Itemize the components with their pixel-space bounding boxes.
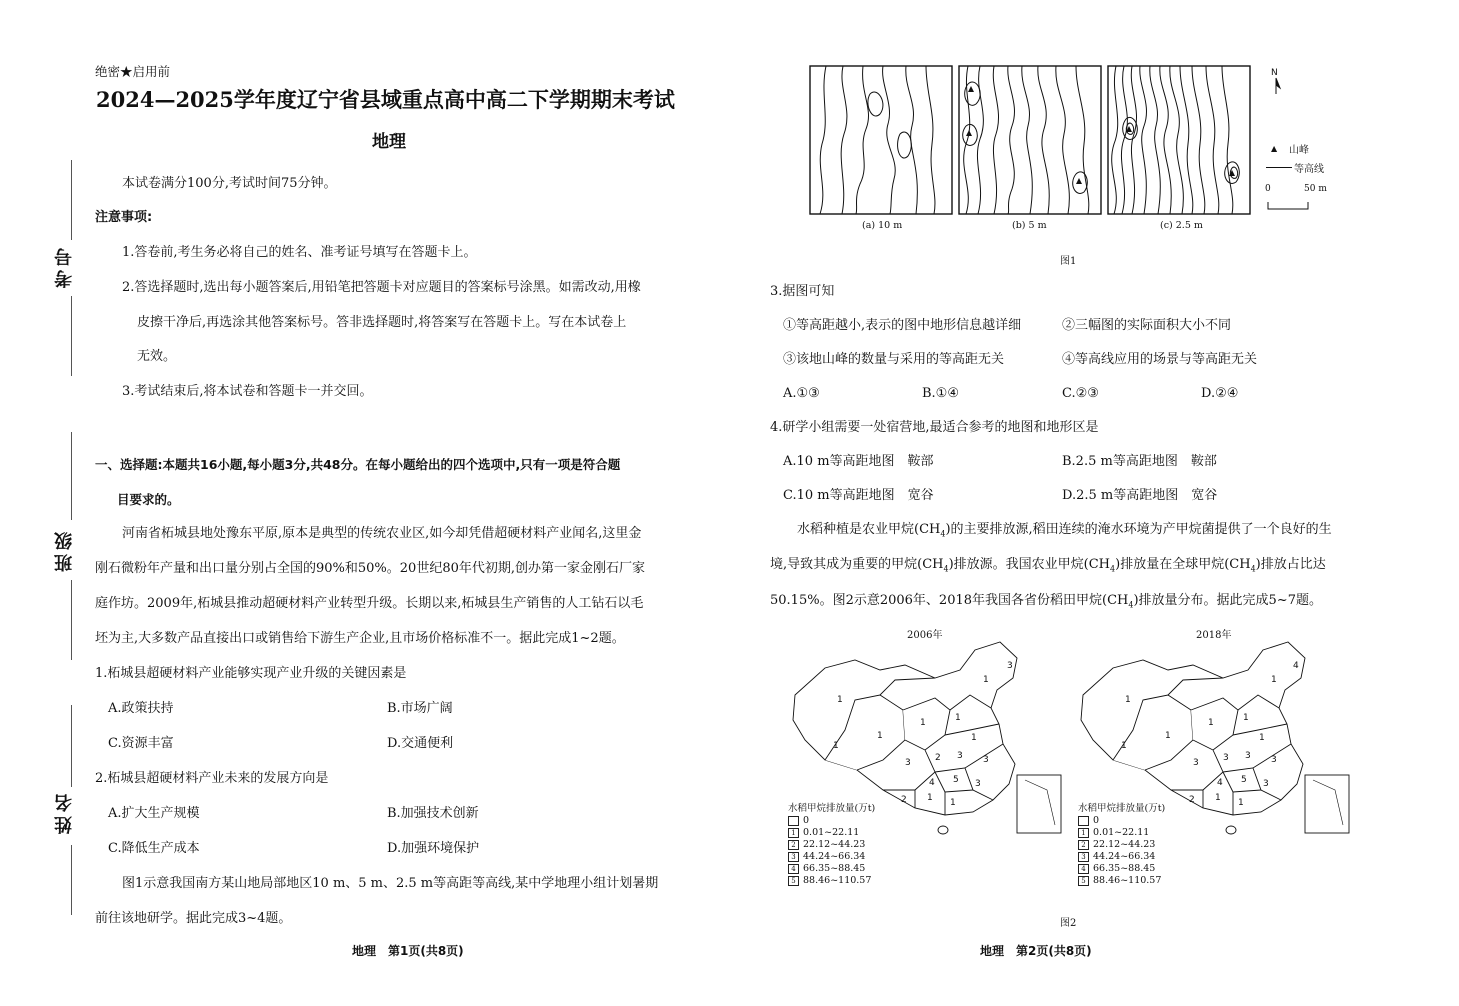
legend-row: 4 66.35~88.45 [1078, 863, 1165, 875]
map-year-2006: 2006年 [907, 630, 943, 641]
fig1-caption-c: (c) 2.5 m [1160, 220, 1203, 231]
q2-option-d: D.加强环境保护 [387, 841, 480, 856]
legend-2018 [1078, 803, 1165, 887]
svg-text:4: 4 [1293, 661, 1299, 671]
q4-option-c: C.10 m等高距地图 宽谷 [783, 488, 934, 503]
legend-swatch: 2 [1078, 840, 1089, 850]
legend-row: 0 [1078, 815, 1165, 827]
legend-swatch [1078, 816, 1089, 826]
legend-swatch [788, 816, 799, 826]
passage-line: 河南省柘城县地处豫东平原,原本是典型的传统农业区,如今却凭借超硬材料产业闻名,这里金 [122, 526, 642, 541]
passage-line: 坯为主,大多数产品直接出口或销售给下游生产企业,且市场价格标准不一。据此完成1~2题。 [95, 631, 625, 646]
q3-statement-3: ③该地山峰的数量与采用的等高距无关 [783, 352, 1005, 367]
binding-line [71, 432, 72, 520]
svg-text:1: 1 [837, 695, 843, 705]
q1-option-b: B.市场广阔 [387, 701, 453, 716]
passage-line: 庭作坊。2009年,柘城县推动超硬材料产业转型升级。长期以来,柘城县生产销售的人工钻石以毛 [95, 596, 644, 611]
svg-text:1: 1 [1121, 741, 1127, 751]
binding-line [71, 845, 72, 915]
q4-option-b: B.2.5 m等高距地图 鞍部 [1062, 454, 1217, 469]
figure-1-contour-maps [808, 64, 1348, 234]
legend-title: 水稻甲烷排放量(万t) [788, 803, 876, 814]
legend-title: 水稻甲烷排放量(万t) [1078, 803, 1166, 814]
svg-text:5: 5 [1241, 775, 1247, 785]
binding-line [71, 705, 72, 787]
legend-row: 1 0.01~22.11 [1078, 827, 1165, 839]
exam-title: 2024—2025学年度辽宁省县域重点高中高二下学期期末考试 [96, 87, 675, 112]
legend-row: 2 22.12~44.23 [788, 839, 875, 851]
svg-text:4: 4 [929, 778, 935, 788]
svg-text:3: 3 [1007, 661, 1013, 671]
fig1-caption-a: (a) 10 m [862, 220, 903, 231]
passage-line: 前往该地研学。据此完成3~4题。 [95, 911, 292, 926]
scale-fifty: 50 m [1304, 184, 1327, 194]
scale-zero: 0 [1265, 184, 1271, 194]
q3-option-a: A.①③ [783, 386, 820, 401]
svg-text:2: 2 [935, 753, 941, 763]
q1-option-c: C.资源丰富 [108, 736, 174, 751]
legend-row: 3 44.24~66.34 [1078, 851, 1165, 863]
confidential-mark: 绝密★启用前 [95, 64, 171, 79]
notice-2-cont: 皮擦干净后,再选涂其他答案标号。答非选择题时,将答案写在答题卡上。写在本试卷上 [137, 315, 627, 330]
legend-row: 0 [788, 815, 875, 827]
svg-text:1: 1 [1125, 695, 1131, 705]
svg-text:3: 3 [983, 755, 989, 765]
notice-2: 2.答选择题时,选出每小题答案后,用铅笔把答题卡对应题目的答案标号涂黑。如需改动,用橡 [122, 280, 641, 295]
q3-statement-2: ②三幅图的实际面积大小不同 [1062, 318, 1232, 333]
name-label: 姓名 [54, 790, 75, 834]
question-2: 2.柘城县超硬材料产业未来的发展方向是 [95, 771, 329, 786]
svg-text:3: 3 [905, 758, 911, 768]
legend-row: 3 44.24~66.34 [788, 851, 875, 863]
q3-option-c: C.②③ [1062, 386, 1099, 401]
q3-option-b: B.①④ [922, 386, 959, 401]
contour-legend-label: 等高线 [1294, 164, 1324, 175]
question-1: 1.柘城县超硬材料产业能够实现产业升级的关键因素是 [95, 666, 407, 681]
fig1-caption-b: (b) 5 m [1012, 220, 1047, 231]
q4-option-a: A.10 m等高距地图 鞍部 [783, 454, 934, 469]
svg-text:3: 3 [1245, 751, 1251, 761]
svg-text:1: 1 [833, 741, 839, 751]
q2-option-c: C.降低生产成本 [108, 841, 200, 856]
q2-option-b: B.加强技术创新 [387, 806, 479, 821]
page-footer-left: 地理 第1页(共8页) [352, 944, 464, 958]
question-3: 3.据图可知 [770, 284, 835, 299]
legend-row: 5 88.46~110.57 [1078, 875, 1165, 887]
q2-option-a: A.扩大生产规模 [108, 806, 200, 821]
svg-text:2: 2 [901, 795, 907, 805]
q3-option-d: D.②④ [1201, 386, 1239, 401]
svg-text:1: 1 [1165, 731, 1171, 741]
svg-text:1: 1 [1259, 733, 1265, 743]
contour-legend-icon [1266, 167, 1292, 168]
notice-3: 3.考试结束后,将本试卷和答题卡一并交回。 [122, 384, 373, 399]
page-footer-right: 地理 第2页(共8页) [980, 944, 1092, 958]
q3-statement-1: ①等高距越小,表示的图中地形信息越详细 [783, 318, 1022, 333]
passage-line: 水稻种植是农业甲烷$(CH_4)$的主要排放源,稻田连续的淹水环境为产甲烷菌提供了一个良好的生 [797, 522, 1332, 539]
svg-text:1: 1 [920, 718, 926, 728]
legend-swatch: 1 [1078, 828, 1089, 838]
svg-text:1: 1 [1238, 798, 1244, 808]
legend-swatch: 2 [788, 840, 799, 850]
svg-text:3: 3 [1223, 753, 1229, 763]
binding-line [71, 160, 72, 240]
legend-row: 4 66.35~88.45 [788, 863, 875, 875]
section-1-heading: 一、选择题:本题共16小题,每小题3分,共48分。在每小题给出的四个选项中,只有一项是符合题 [95, 457, 621, 472]
svg-text:1: 1 [950, 798, 956, 808]
map-year-2018: 2018年 [1196, 630, 1232, 641]
legend-swatch: 4 [788, 864, 799, 874]
svg-text:1: 1 [877, 731, 883, 741]
binding-line [71, 580, 72, 660]
peak-legend-icon: ▲ [1271, 144, 1278, 153]
q1-option-a: A.政策扶持 [108, 701, 174, 716]
svg-text:3: 3 [1271, 755, 1277, 765]
svg-text:3: 3 [957, 751, 963, 761]
binding-line [71, 296, 72, 376]
svg-text:1: 1 [971, 733, 977, 743]
passage-line: 50.15%。图2示意2006年、2018年我国各省份稻田甲烷$(CH_4)$排放量分布。据此完成5~7题。 [770, 593, 1322, 610]
legend-row: 5 88.46~110.57 [788, 875, 875, 887]
svg-text:1: 1 [1215, 793, 1221, 803]
notice-1: 1.答卷前,考生务必将自己的姓名、准考证号填写在答题卡上。 [122, 245, 477, 260]
svg-text:1: 1 [927, 793, 933, 803]
legend-swatch: 3 [788, 852, 799, 862]
svg-text:5: 5 [953, 775, 959, 785]
passage-line: 图1示意我国南方某山地局部地区10 m、5 m、2.5 m等高距等高线,某中学地理小组计划暑期 [122, 876, 659, 891]
legend-swatch: 4 [1078, 864, 1089, 874]
legend-swatch: 1 [788, 828, 799, 838]
svg-text:3: 3 [1263, 779, 1269, 789]
passage-line: 境,导致其成为重要的甲烷$(CH_4)$排放源。我国农业甲烷$(CH_4)$排放量在全球甲烷$(CH_4)$排放占比达 [770, 557, 1326, 574]
legend-2006 [788, 803, 875, 887]
svg-text:4: 4 [1217, 778, 1223, 788]
question-4: 4.研学小组需要一处宿营地,最适合参考的地图和地形区是 [770, 420, 1099, 435]
figure-2-label: 图2 [1060, 918, 1077, 929]
class-label: 班级 [54, 528, 75, 572]
section-1-heading-cont: 目要求的。 [117, 492, 180, 507]
svg-text:1: 1 [1208, 718, 1214, 728]
svg-text:1: 1 [983, 675, 989, 685]
north-label: N [1271, 68, 1278, 78]
figure-1-label: 图1 [1060, 256, 1077, 267]
notice-title: 注意事项: [95, 210, 153, 225]
legend-swatch: 5 [1078, 876, 1089, 886]
legend-row: 1 0.01~22.11 [788, 827, 875, 839]
q3-statement-4: ④等高线应用的场景与等高距无关 [1062, 352, 1258, 367]
legend-swatch: 5 [788, 876, 799, 886]
svg-text:1: 1 [955, 713, 961, 723]
legend-row: 2 22.12~44.23 [1078, 839, 1165, 851]
peak-legend-label: 山峰 [1289, 145, 1309, 156]
legend-swatch: 3 [1078, 852, 1089, 862]
svg-text:1: 1 [1271, 675, 1277, 685]
notice-2-end: 无效。 [137, 349, 177, 364]
q1-option-d: D.交通便利 [387, 736, 454, 751]
exam-no-label: 考号 [54, 244, 75, 288]
svg-text:1: 1 [1243, 713, 1249, 723]
subject-title: 地理 [372, 132, 406, 152]
svg-text:2: 2 [1189, 795, 1195, 805]
svg-text:3: 3 [975, 779, 981, 789]
intro-text: 本试卷满分100分,考试时间75分钟。 [122, 176, 337, 191]
svg-text:3: 3 [1193, 758, 1199, 768]
passage-line: 刚石微粉年产量和出口量分别占全国的90%和50%。20世纪80年代初期,创办第一家金刚石厂家 [95, 561, 646, 576]
q4-option-d: D.2.5 m等高距地图 宽谷 [1062, 488, 1218, 503]
